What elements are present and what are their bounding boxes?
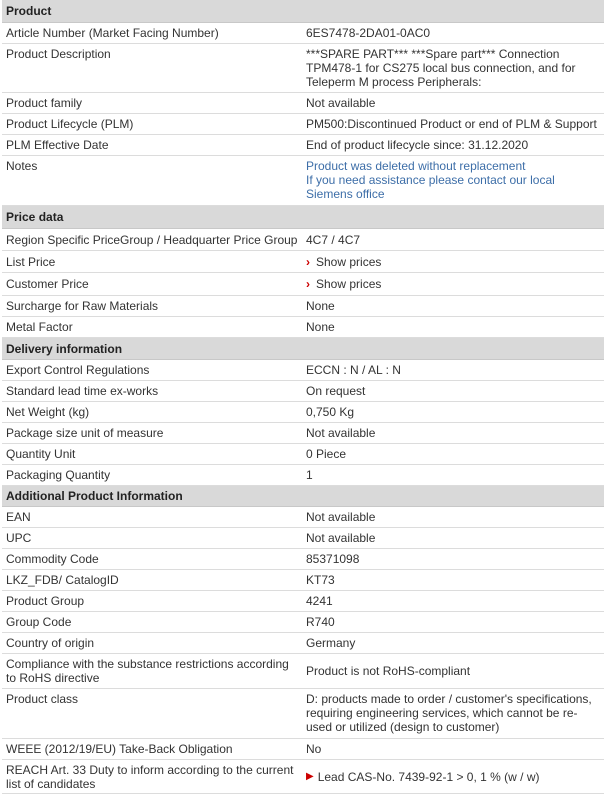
- table-row: [2, 44, 604, 93]
- chevron-right-icon: ›: [306, 254, 310, 269]
- table-row: [2, 296, 604, 317]
- table-row: [2, 423, 604, 444]
- class-line: requiring engineering services, which cannot be re-: [306, 706, 578, 720]
- table-row: [2, 251, 604, 273]
- table-row: [2, 23, 604, 44]
- link-label: Show prices: [316, 254, 382, 269]
- table-row: [2, 739, 604, 760]
- row-label: [2, 654, 302, 688]
- table-row: [2, 93, 604, 114]
- table-row: [2, 549, 604, 570]
- row-value: [302, 44, 604, 92]
- link-label: Lead CAS-No. 7439-92-1 > 0, 1 % (w / w): [317, 769, 540, 784]
- row-label: Commodity Code: [6, 552, 99, 566]
- table-row: [2, 760, 604, 794]
- row-value: PM500:Discontinued Product or end of PLM & Support: [306, 117, 597, 131]
- section-title: Price data: [6, 210, 64, 224]
- table-row: [2, 528, 604, 549]
- row-label: Customer Price: [6, 277, 89, 291]
- label-line: list of candidates: [6, 776, 96, 791]
- row-label: LKZ_FDB/ CatalogID: [6, 573, 119, 587]
- row-label: Quantity Unit: [6, 447, 76, 461]
- desc-line: Teleperm M process Peripherals:: [306, 75, 482, 89]
- row-value: KT73: [306, 573, 335, 587]
- row-label: Article Number (Market Facing Number): [6, 26, 219, 40]
- row-label: Metal Factor: [6, 320, 73, 334]
- row-label: Group Code: [6, 615, 72, 629]
- row-value: 0,750 Kg: [306, 405, 355, 419]
- class-line: used or utilized (design to customer): [306, 720, 500, 734]
- row-value: [302, 156, 604, 205]
- section-title: Product: [6, 4, 52, 18]
- row-label: Product Group: [6, 594, 85, 608]
- class-line: D: products made to order / customer's specifications,: [306, 692, 592, 706]
- row-value: 4C7 / 4C7: [306, 232, 361, 247]
- row-value: Not available: [306, 531, 376, 545]
- row-label: Notes: [6, 159, 38, 173]
- table-row: [2, 156, 604, 206]
- row-value: 6ES7478-2DA01-0AC0: [306, 26, 431, 40]
- row-value: Not available: [306, 426, 376, 440]
- label-line: to RoHS directive: [6, 671, 100, 685]
- section-header-product: [2, 0, 604, 23]
- row-label: Packaging Quantity: [6, 468, 111, 482]
- table-row: [2, 273, 604, 296]
- product-details-table: [2, 0, 604, 794]
- contact-link[interactable]: Siemens office: [306, 187, 385, 201]
- label-line: REACH Art. 33 Duty to inform according to the current: [6, 762, 294, 777]
- row-label: Package size unit of measure: [6, 426, 164, 440]
- table-row: [2, 444, 604, 465]
- row-label: [2, 760, 302, 793]
- row-label: Standard lead time ex-works: [6, 384, 159, 398]
- notes-link[interactable]: Product was deleted without replacement: [306, 159, 526, 173]
- row-value: [302, 689, 604, 738]
- row-label: Product Lifecycle (PLM): [6, 117, 134, 131]
- row-value: [302, 251, 604, 272]
- row-value: Germany: [306, 636, 356, 650]
- label-line: Compliance with the substance restrictions according: [6, 657, 289, 671]
- contact-link[interactable]: If you need assistance please contact our local: [306, 173, 555, 187]
- reach-info-link[interactable]: [306, 770, 539, 784]
- row-value: Not available: [306, 96, 376, 110]
- section-header-delivery: [2, 338, 604, 360]
- row-value: ECCN : N / AL : N: [306, 363, 401, 377]
- row-label: Product class: [6, 692, 79, 706]
- row-label: EAN: [6, 510, 31, 524]
- chevron-right-icon: ›: [306, 277, 310, 291]
- table-row: [2, 381, 604, 402]
- show-list-price-link[interactable]: [306, 255, 381, 269]
- caret-right-icon: ▶: [306, 770, 314, 782]
- section-header-additional: [2, 486, 604, 507]
- section-header-price: [2, 206, 604, 229]
- table-row: [2, 570, 604, 591]
- table-row: [2, 633, 604, 654]
- table-row: [2, 402, 604, 423]
- table-row: [2, 654, 604, 689]
- row-value: 85371098: [306, 552, 360, 566]
- row-label: WEEE (2012/19/EU) Take-Back Obligation: [6, 742, 233, 756]
- table-row: [2, 317, 604, 338]
- row-value: [302, 760, 604, 793]
- row-value: No: [306, 742, 322, 756]
- row-label: Product family: [6, 96, 83, 110]
- table-row: [2, 360, 604, 381]
- row-value: R740: [306, 615, 335, 629]
- row-value: 4241: [306, 594, 333, 608]
- row-value: Product is not RoHS-compliant: [306, 664, 471, 678]
- row-value: End of product lifecycle since: 31.12.2020: [306, 138, 529, 152]
- row-label: Export Control Regulations: [6, 363, 150, 377]
- desc-line: TPM478-1 for CS275 local bus connection, and for: [306, 61, 576, 75]
- row-label: Product Description: [6, 47, 111, 61]
- row-value: Not available: [306, 510, 376, 524]
- row-value: [302, 273, 604, 295]
- table-row: [2, 465, 604, 486]
- table-row: [2, 612, 604, 633]
- row-value: 1: [306, 468, 313, 482]
- table-row: [2, 689, 604, 739]
- row-value: On request: [306, 384, 366, 398]
- table-row: [2, 135, 604, 156]
- section-title: Delivery information: [6, 341, 123, 356]
- row-label: UPC: [6, 531, 32, 545]
- table-row: [2, 229, 604, 251]
- row-label: Net Weight (kg): [6, 405, 90, 419]
- row-label: Region Specific PriceGroup / Headquarter Price Group: [6, 232, 298, 247]
- row-value: None: [306, 320, 335, 334]
- row-label: PLM Effective Date: [6, 138, 109, 152]
- section-title: Additional Product Information: [6, 489, 183, 503]
- row-label: Surcharge for Raw Materials: [6, 299, 159, 313]
- row-label: List Price: [6, 254, 56, 269]
- row-value: 0 Piece: [306, 447, 347, 461]
- row-value: None: [306, 299, 335, 313]
- row-label: Country of origin: [6, 636, 95, 650]
- table-row: [2, 591, 604, 612]
- table-row: [2, 507, 604, 528]
- link-label: Show prices: [316, 277, 382, 291]
- table-row: [2, 114, 604, 135]
- show-customer-price-link[interactable]: [306, 277, 381, 291]
- desc-line: ***SPARE PART*** ***Spare part*** Connection: [306, 47, 560, 61]
